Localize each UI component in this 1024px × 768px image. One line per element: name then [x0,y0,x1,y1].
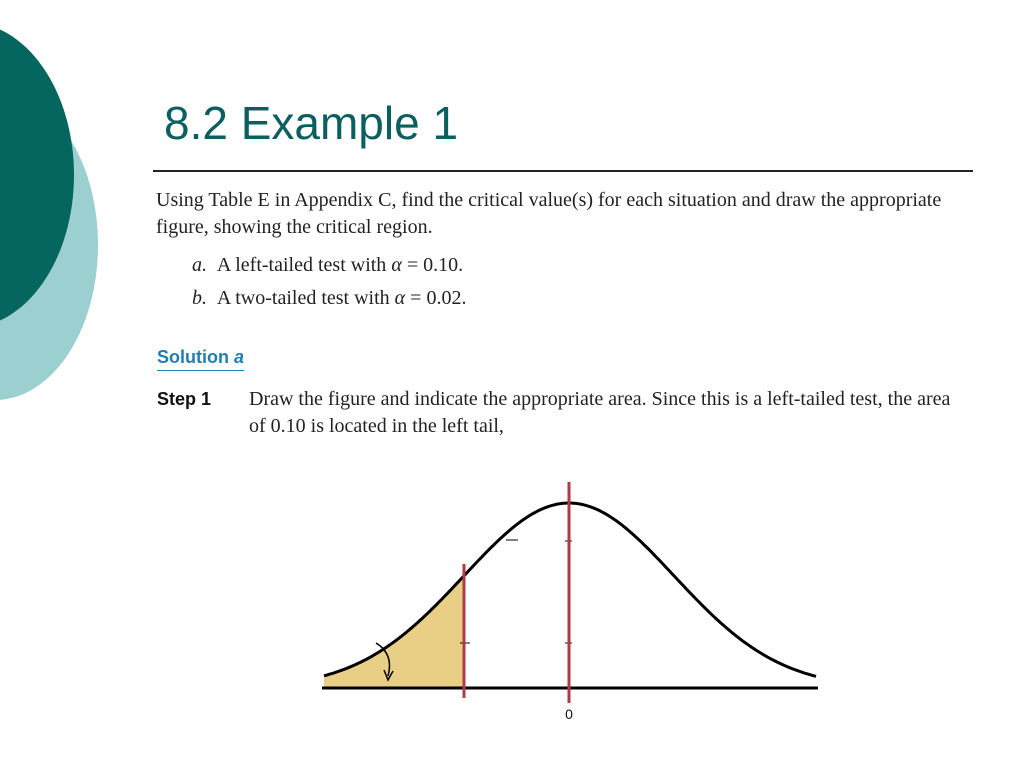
item-label: a. [192,254,207,276]
left-tail-shaded-area [324,576,464,688]
item-value: = 0.10. [406,254,464,276]
alpha-symbol: α [394,287,406,309]
alpha-symbol: α [391,254,402,276]
step-label: Step 1 [157,389,212,409]
step-text: Draw the figure and indicate the appropriate area. Since this is a left-tailed test, the area of 0.10 is located in the left tail, [249,388,951,437]
slide-title: 8.2 Example 1 [164,97,459,149]
solution-prefix: Solution [157,347,229,367]
item-text: A two-tailed test with [216,287,390,309]
item-value: = 0.02. [410,287,467,309]
problem-statement: Using Table E in Appendix C, find the critical value(s) for each situation and draw the appropriate figure, showing the critical region. [156,189,942,238]
solution-letter: a [234,347,245,367]
item-label: b. [192,287,207,309]
item-text: A left-tailed test with [216,254,387,276]
center-label: 0 [565,706,573,722]
